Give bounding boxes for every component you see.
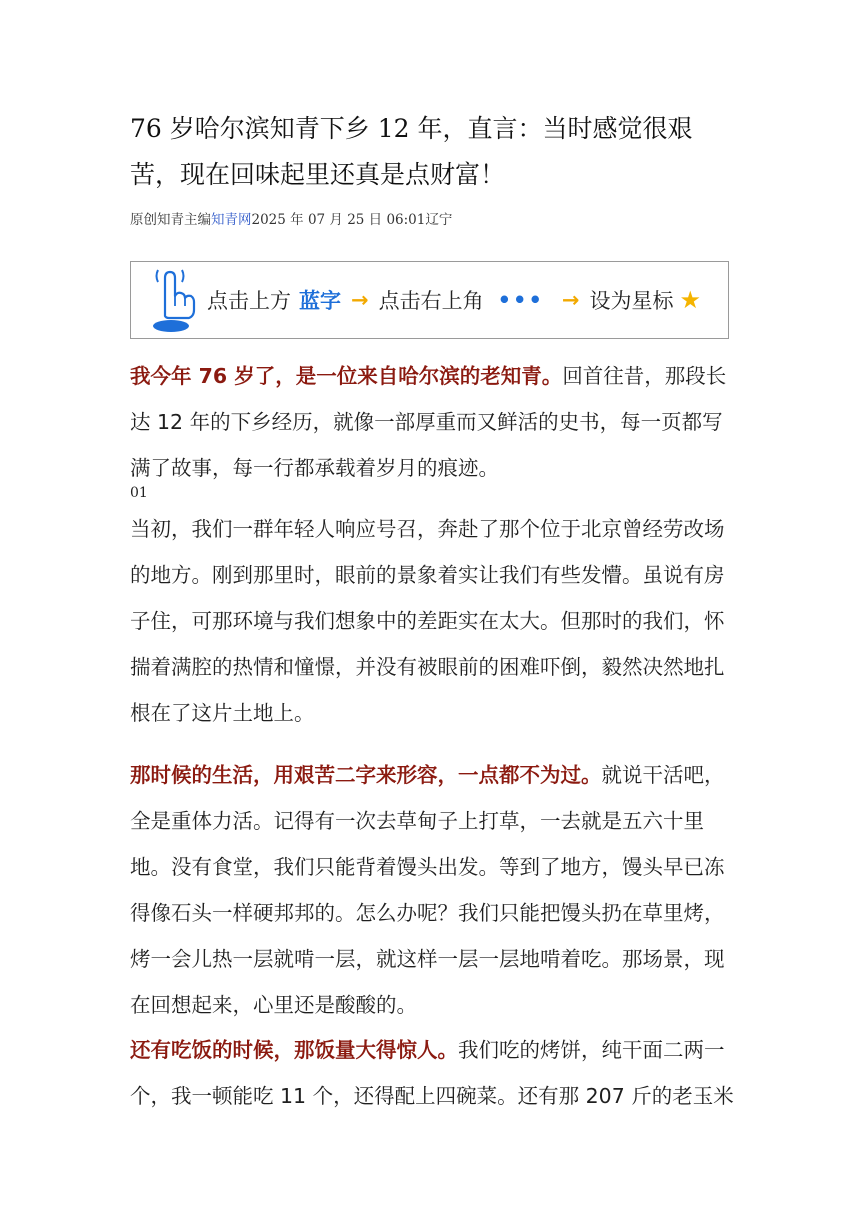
publish-location: 辽宁 [425,212,453,228]
publish-date: 2025 年 07 月 25 日 06:01 [251,212,426,228]
banner-step1: 点击上方 [207,289,291,313]
article-title: 76 岁哈尔滨知青下乡 12 年，直言：当时感觉很艰苦，现在回味起里还真是点财富！ [130,114,693,189]
original-tag: 原创 [130,212,157,228]
author-name: 知青主编 [157,212,211,228]
pointing-hand-icon [141,262,201,338]
banner-step2: 点击右上角 [378,289,484,313]
star-icon: ★ [679,286,702,314]
follow-banner[interactable] [130,261,729,339]
paragraph-meals [130,1027,735,1119]
paragraph-text: 回首往昔，那段长达 12 年的下乡经历，就像一部厚重而又鲜活的史书，每一页都写满了故事，每一行都承载着岁月的痕迹。 [130,364,727,480]
banner-step3: 设为星标 [589,289,674,313]
paragraph-hardship [130,752,735,1028]
paragraph-highlight: 我今年 76 岁了，是一位来自哈尔滨的老知青。 [130,364,563,388]
paragraph-text: 我们吃的烤饼，纯干面二两一个，我一顿能吃 11 个，还得配上四碗菜。还有那 207 斤的老玉米 [130,1038,734,1108]
paragraph-highlight: 那时候的生活，用艰苦二字来形容，一点都不为过。 [130,763,602,787]
account-link[interactable]: 知青网 [211,212,252,228]
section-number: 01 [130,485,148,501]
paragraph-arrival [130,506,735,736]
paragraph-text: 当初，我们一群年轻人响应号召，奔赴了那个位于北京曾经劳改场的地方。刚到那里时，眼前的景象着实让我们有些发懵。虽说有房子住，可那环境与我们想象中的差距实在太大。但那时的我们，怀揣着满腔的热情和憧憬，并没有被眼前的困难吓倒，毅然决然地扎根在了这片土地上。 [130,517,725,725]
arrow-right-icon: → [351,288,369,312]
more-dots-icon: ••• [497,288,544,312]
banner-blue-text: 蓝字 [299,289,341,313]
paragraph-text: 就说干活吧，全是重体力活。记得有一次去草甸子上打草，一去就是五六十里地。没有食堂，我们只能背着馒头出发。等到了地方，馒头早已冻得像石头一样硬邦邦的。怎么办呢？我们只能把馒头扔在草里烤，烤一会儿热一层就啃一层，就这样一层一层地啃着吃。那场景，现在回想起来，心里还是酸酸的。 [130,763,725,1017]
arrow-right-icon: → [561,288,580,312]
paragraph-highlight: 还有吃饭的时候，那饭量大得惊人。 [130,1038,458,1062]
article-meta [130,208,452,228]
banner-instructions [207,285,701,315]
paragraph-intro [130,353,735,491]
